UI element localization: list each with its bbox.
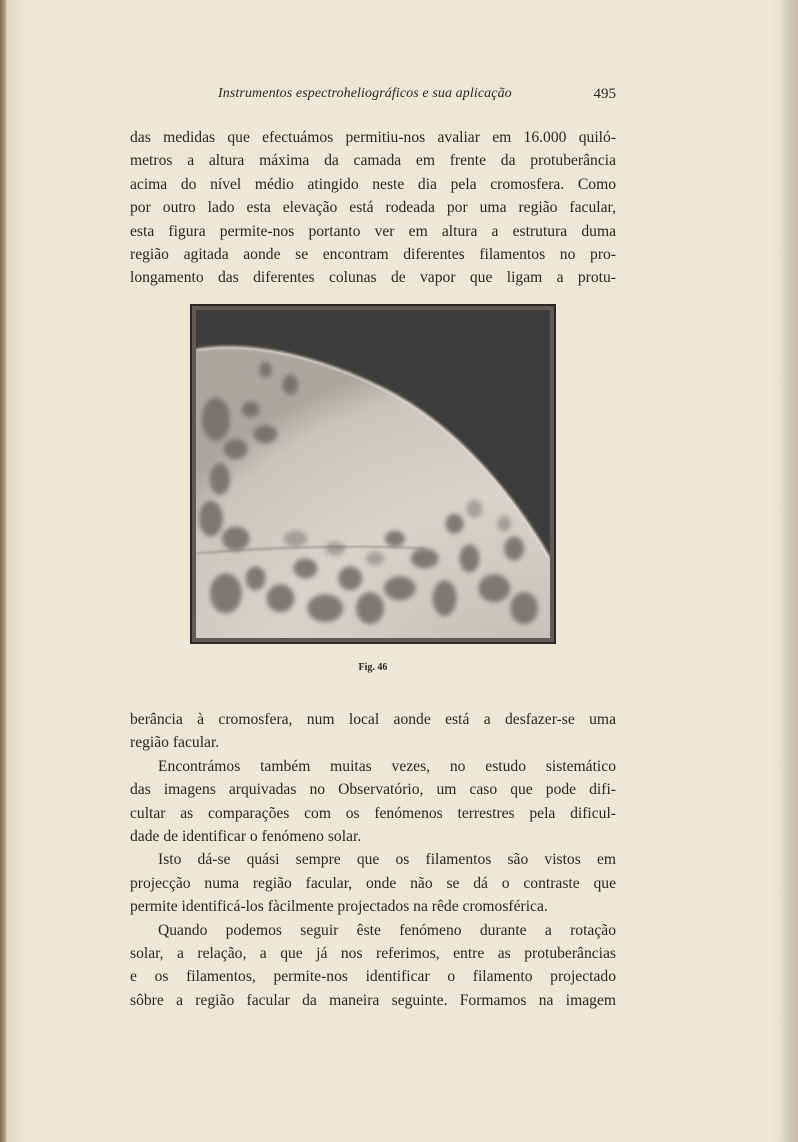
text-line: solar, a relação, a que já nos referimos, entre as protuberâncias	[130, 945, 616, 963]
page-number: 495	[593, 86, 616, 102]
body-text-top	[130, 126, 616, 290]
text-line: projecção numa região facular, onde não se dá o contraste que	[130, 874, 616, 892]
text-line: esta figura permite-nos portanto ver em altura a estrutura duma	[130, 222, 616, 240]
text-line: acima do nível médio atingido neste dia pela cromosfera. Como	[130, 175, 616, 193]
text-line: e os filamentos, permite-nos identificar o filamento projectado	[130, 968, 616, 986]
body-text-bottom	[130, 708, 616, 1012]
text-line: das imagens arquivadas no Observatório, um caso que pode difi-	[130, 781, 616, 799]
text-line: por outro lado esta elevação está rodeada por uma região facular,	[130, 199, 616, 217]
solar-limb-photograph	[196, 310, 550, 638]
text-line: região facular.	[130, 734, 220, 752]
text-line: berância à cromosfera, num local aonde está a desfazer-se uma	[130, 711, 616, 728]
text-line: Encontrámos também muitas vezes, no estudo sistemático	[158, 757, 616, 775]
text-line: região agitada aonde se encontram diferentes filamentos no pro-	[130, 246, 616, 264]
figure-caption: Fig. 46	[358, 662, 388, 673]
running-header	[130, 86, 616, 110]
text-line: dade de identificar o fenómeno solar.	[130, 828, 362, 846]
text-line: Isto dá-se quási sempre que os filamentos são vistos em	[158, 851, 616, 869]
text-line: longamento das diferentes colunas de vapor que ligam a protu-	[130, 269, 616, 287]
text-line: metros a altura máxima da camada em frente da protuberância	[130, 152, 616, 170]
text-line: Quando podemos seguir êste fenómeno durante a rotação	[158, 921, 616, 939]
text-line: das medidas que efectuámos permitiu-nos avaliar em 16.000 quiló-	[130, 129, 616, 146]
text-line: cultar as comparações com os fenómenos terrestres pela dificul-	[130, 804, 616, 822]
text-line: permite identificá-los fàcilmente projectados na rêde cromosférica.	[130, 898, 548, 916]
text-line: sôbre a região facular da maneira seguinte. Formamos na imagem	[130, 991, 616, 1009]
running-title: Instrumentos espectroheliográficos e sua aplicação	[218, 86, 512, 101]
page-gutter-shadow	[0, 0, 6, 1142]
page-edge-shadow	[780, 0, 798, 1142]
spectroheliogram-figure	[190, 304, 556, 644]
